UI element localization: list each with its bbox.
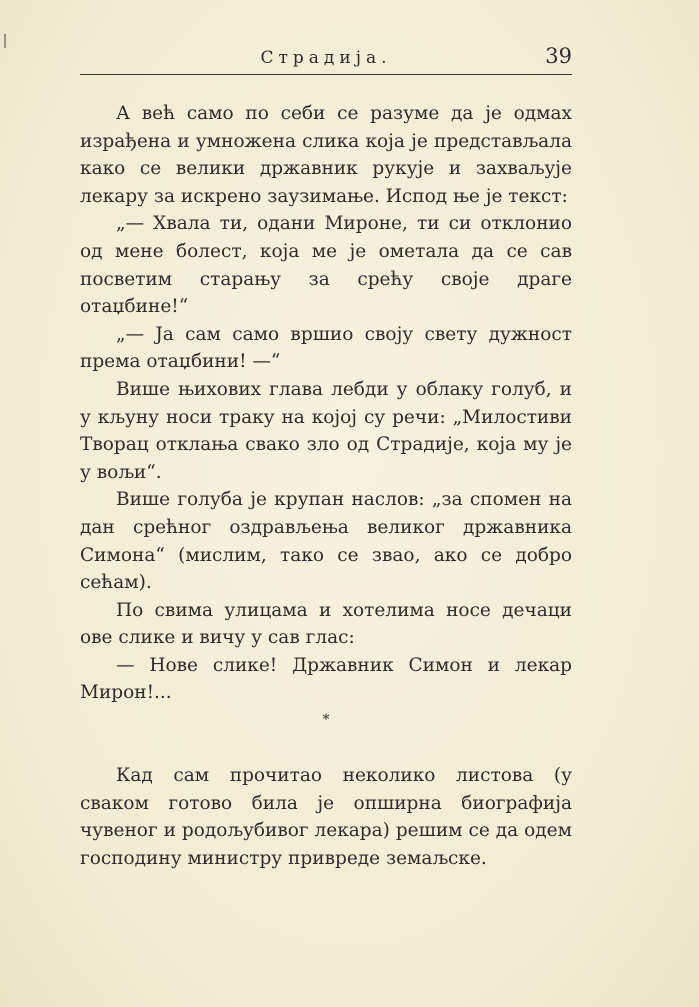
paragraph: Више голуба је крупан наслов: „за спомен на дан срећног оздрављења великог државника Симона“ (мислим, тако се звао, ако се добро сећам). xyxy=(80,489,572,594)
body-text xyxy=(80,100,572,873)
paragraph: Кад сам прочитао неколико листова (у сваком готово била је опширна биографија чувеног и родољубивог лекара) решим се да одем господину министру привреде земаљске. xyxy=(80,765,572,870)
page-number: 39 xyxy=(545,44,572,68)
paragraph: „— Хвала ти, одани Мироне, ти си отклонио од мене болест, која ме је ометала да се сав посветим старању за срећу своје драге отаџбине!“ xyxy=(80,213,572,318)
margin-mark xyxy=(4,34,6,48)
paragraph: — Нове слике! Државник Симон и лекар Мирон!... xyxy=(80,654,572,704)
paragraph: По свима улицама и хотелима носе дечаци ове слике и вичу у сав глас: xyxy=(80,599,572,649)
section-separator: * xyxy=(322,712,330,729)
paragraph: А већ само по себи се разуме да је одмах израђена и умножена слика која је представљала како се велики државник рукује и захваљује лекару за искрено заузимање. Испод ње је текст: xyxy=(80,103,572,207)
header-rule xyxy=(80,74,572,75)
paragraph: Више њихових глава лебди у облаку голуб, и у кљуну носи траку на којој су речи: „Милостиви Творац отклања свако зло од Страдије, која му је у вољи“. xyxy=(80,378,572,483)
page-header xyxy=(80,44,572,74)
running-title: Страдија. xyxy=(260,48,392,68)
paragraph: „— Ја сам само вршио своју свету дужност према отаџбини! —“ xyxy=(80,323,572,373)
section-spacer xyxy=(80,735,572,763)
